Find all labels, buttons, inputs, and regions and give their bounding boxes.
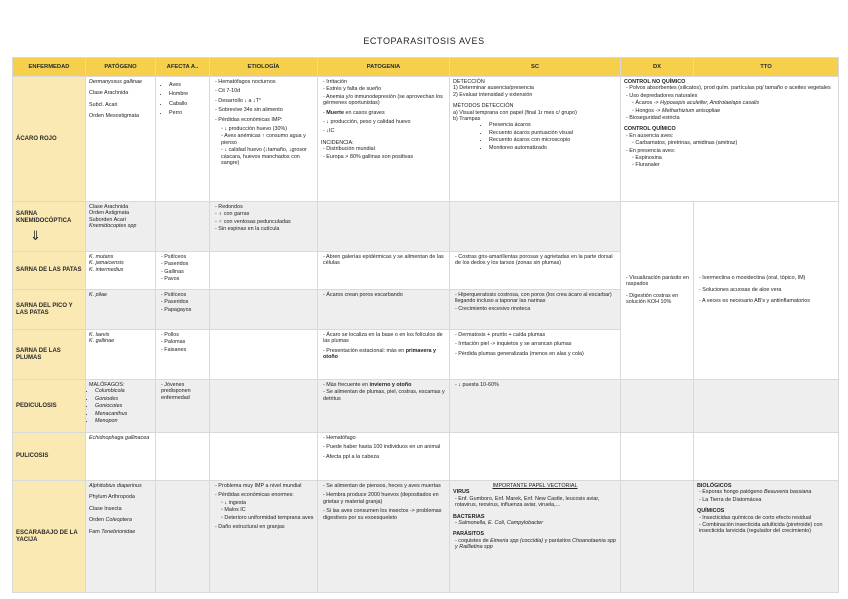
patogenia-cell: [318, 380, 450, 433]
tto-cell: [694, 380, 839, 433]
sc-list: [453, 254, 617, 267]
header-patogenia: PATOGENIA: [318, 58, 450, 77]
section-label: CONTROL QUÍMICO: [624, 126, 676, 133]
section-label: CONTROL NO QUÍMICO: [624, 79, 686, 85]
list-item: ◦ Aves anémicas ↑ consumo agua y pienso: [221, 133, 314, 146]
bacterias-list: [453, 520, 617, 526]
dx-list: [624, 275, 690, 306]
list-item: - Pérdidas económicas IMP:: [215, 117, 314, 123]
cq-sublist: [624, 140, 835, 146]
tto-cell: [621, 77, 839, 202]
taxon-line: Clase Insecta: [89, 505, 122, 512]
species-name: Echidnophaga gallinacea: [89, 435, 150, 441]
list-item: - Pollos: [161, 332, 206, 338]
patogeno-cell: [86, 481, 156, 593]
tto-cell: [694, 481, 839, 593]
list-item: - Distribución mundial: [323, 146, 446, 152]
list-item: • Caballo: [169, 101, 206, 107]
virus-list: [453, 496, 617, 509]
patogeno-cell: [86, 330, 156, 380]
tto-cell: [694, 433, 839, 481]
row-acaro-rojo: [13, 77, 839, 202]
list-item: - Jóvenes predisponen enfermedad: [161, 382, 206, 401]
text: y parásitos: [543, 537, 573, 544]
list-item: - ♂ con ventosas pedunculadas: [215, 219, 314, 225]
list-item: [632, 108, 835, 114]
patogeno-cell: [86, 252, 156, 290]
list-item: • Recuento ácaros puntuación visual: [489, 130, 617, 136]
list-item: - Pérdida plumas generalizada (menos en alas y cola): [455, 351, 617, 357]
list-item: ◦ Espinosina: [632, 155, 835, 161]
page-title: ECTOPARASITOSIS AVES: [363, 36, 485, 46]
bio-list: [697, 489, 835, 503]
list-item: • Columbicola: [95, 388, 152, 394]
list-item: • Menopon: [95, 418, 152, 424]
list-item: - Redondos: [215, 204, 314, 210]
row-sarna-knemidocoptica: [13, 202, 839, 252]
taxon-line: Clase Arachnida: [89, 204, 129, 210]
taxon-line: [89, 529, 152, 535]
list-item: - Afecta ppl a la cabeza: [323, 454, 446, 460]
species-name: K. pilae: [89, 292, 107, 298]
sc-list: [453, 332, 617, 357]
list-item: - Sobrevive 34s sin alimento: [215, 107, 314, 113]
afecta-cell: [156, 380, 210, 433]
list-item: - En presencia aves:: [626, 148, 835, 154]
row-pediculosis: [13, 380, 839, 433]
dx-cell: [621, 433, 694, 481]
list-item: - Papagayos: [161, 307, 206, 313]
etiologia-cell: [210, 330, 318, 380]
disease-name: ESCARABAJO DE LA YACIJA: [13, 481, 86, 593]
list-item: • Goniocotes: [95, 403, 152, 409]
patogeno-cell: [86, 380, 156, 433]
patogenia-cell: [318, 252, 450, 290]
list-item: - Psitíceos: [161, 254, 206, 260]
list-item: - Daño estructural en granjas: [215, 524, 314, 530]
list-item: - Uso depredadores naturales: [626, 93, 835, 99]
list-item: - Estrés y falta de sueño: [323, 86, 446, 92]
tto-sarna-cell: [694, 202, 839, 380]
list-item: • Goniodes: [95, 396, 152, 402]
afecta-cell: [156, 252, 210, 290]
species-name: Choanotaenia spp y Raillietina spp: [455, 537, 616, 551]
disease-name: PULICOSIS: [13, 433, 86, 481]
etiologia-cell: [210, 380, 318, 433]
emphasis-text: primavera y otoño: [323, 347, 436, 361]
section-label: IMPORTANTE PAPEL VECTORIAL: [492, 483, 578, 489]
sc-cell: [450, 380, 621, 433]
species-name: Metharhizium anisopliae: [661, 107, 721, 114]
text: coquistes de: [458, 537, 491, 544]
afecta-cell: [156, 481, 210, 593]
arrow-down-icon: ⇓: [30, 227, 41, 243]
list-item: - Anemia y/o inmunodepresión (se aprovechan los gérmenes oportunistas): [323, 94, 446, 107]
list-item: - ↓IC: [323, 128, 446, 134]
disease-name: SARNA DE LAS PLUMAS: [13, 330, 86, 380]
text: Más frecuente en: [326, 382, 370, 388]
list-item: - Cit 7-10d: [215, 88, 314, 94]
parasitosis-table: [12, 57, 839, 593]
etiologia-list: [213, 79, 314, 123]
patogeno-cell: [86, 77, 156, 202]
taxon-line: MALÓFAGOS:: [89, 382, 125, 388]
cq-list: [624, 133, 835, 139]
header-row: [13, 58, 839, 77]
section-label: DETECCIÓN: [453, 79, 485, 85]
list-item: - Ivermectina o moxidectina (oral, tópico, IM): [699, 275, 835, 281]
afecta-cell: [156, 433, 210, 481]
list-item: • Monitoreo automatizado: [489, 145, 617, 151]
disease-name: SARNA KNEMIDOCÓPTICA: [16, 210, 72, 224]
patogenia-list: [321, 254, 446, 267]
list-item: - ♀ con garras: [215, 211, 314, 217]
list-item: - Visualización parásito en raspados: [626, 275, 690, 288]
list-item: - Si las aves consumen los insectos -> problemas digestivos por su exoesqueleto: [323, 508, 446, 521]
list-item: ◦ Fluranaler: [632, 162, 835, 168]
host-list: [159, 292, 206, 313]
text-line: 1) Determinar ausencia/presencia: [453, 85, 534, 92]
list-item: ◦ Malos IC: [221, 507, 314, 513]
incidencia-list: [321, 146, 446, 160]
patogenia-list: [321, 382, 446, 402]
list-item: - Se alimentan de plumas, piel, costras, escamas y detritus: [323, 389, 446, 402]
afecta-cell: [156, 202, 210, 252]
afecta-cell: [156, 290, 210, 330]
list-item: ◦ ↓ ingesta: [221, 500, 314, 506]
section-label: MÉTODOS DETECCIÓN: [453, 103, 514, 110]
cnq-sublist: [624, 100, 835, 114]
list-item: • Aves: [169, 82, 206, 88]
list-item: - Ácaros crean poros escarbando: [323, 292, 446, 298]
header-afecta: AFECTA A..: [156, 58, 210, 77]
disease-name-cell: [13, 202, 86, 252]
cnq-list-2: [624, 115, 835, 121]
list-item: - Desarrollo ↓ a ↓T°: [215, 98, 314, 104]
patogenia-cell: [318, 290, 450, 330]
list-item: - Crecimiento excesivo rinoteca: [455, 306, 617, 312]
sc-list: [453, 292, 617, 312]
species-name: Hypoaspis aculeifer, Androlaelaps casalis: [660, 100, 760, 107]
patogenia-list: [321, 483, 446, 521]
list-item: - Hembra produce 2000 huevos (depositados en grietas y material granja): [323, 492, 446, 505]
dx-cell: [621, 481, 694, 593]
list-item: - Dermatosis + prurito + caída plumas: [455, 332, 617, 338]
etiologia-cell: [210, 481, 318, 593]
sc-cell: [450, 202, 621, 252]
text: Orden: [89, 517, 106, 524]
host-list: [159, 382, 206, 401]
taxon-line: Subcl. Acari: [89, 101, 118, 108]
list-item: [455, 538, 617, 551]
list-item: ◦ Deterioro uniformidad temprana aves: [221, 515, 314, 521]
list-item: • Perro: [169, 110, 206, 116]
list-item: - Soluciones acuosas de aloe vera: [699, 287, 835, 293]
cnq-list: [624, 85, 835, 99]
list-item: - Polvos absorbentes (silicatos), prod quím. partículas pq/ tamaño o aceites vegetales: [626, 85, 835, 91]
list-item: [323, 382, 446, 388]
list-item: - Hematófagos nocturnos: [215, 79, 314, 85]
row-pulicosis: [13, 433, 839, 481]
text-line: a) Visual temprana con papel (final 1r mes c/ grupo): [453, 109, 577, 116]
list-item: - ↓ producción, peso y calidad huevo: [323, 119, 446, 125]
species-name: Beauveria bassiana: [764, 489, 812, 496]
cq-list-2: [624, 148, 835, 154]
list-item: [323, 110, 446, 116]
header-sc: SC: [450, 58, 621, 77]
patogenia-list: [321, 332, 446, 361]
list-item: - Psitíceos: [161, 292, 206, 298]
tto-list: [697, 275, 835, 304]
text: en casos graves: [343, 109, 385, 116]
trampas-list: [453, 122, 617, 151]
patogenia-cell: [318, 330, 450, 380]
species-name: K. mutans: [89, 254, 114, 260]
list-item: - Abren galerías epidérmicas y se alimentan de las células: [323, 254, 446, 267]
taxon-line: Orden Mesostigmata: [89, 113, 140, 120]
section-label: QUÍMICOS: [697, 508, 725, 515]
taxon-line: Clase Arachnida: [89, 90, 129, 97]
species-name: Dermanyssus gallinae: [89, 79, 143, 85]
list-item: - Pavos: [161, 276, 206, 282]
sc-cell: [450, 433, 621, 481]
etiologia-sublist: [213, 126, 314, 166]
list-item: - Combinación insecticida adulticida (piretroide) con insecticida larvicida (regulador del crecimiento): [699, 522, 835, 535]
sc-cell: [450, 481, 621, 593]
disease-name: SARNA DE LAS PATAS: [13, 252, 86, 290]
list-item: - Digestión costras en solución KOH 10%: [626, 293, 690, 306]
header-patogeno: PATÓGENO: [86, 58, 156, 77]
afecta-cell: [156, 330, 210, 380]
list-item: • Recuento ácaros con microscopio: [489, 137, 617, 143]
header-etiologia: ETIOLOGÍA: [210, 58, 318, 77]
list-item: - Irritación piel -> inquietos y se arrancan plumas: [455, 341, 617, 347]
malofagos-list: [89, 388, 152, 424]
etiologia-cell: [210, 202, 318, 252]
list-item: - En ausencia aves:: [626, 133, 835, 139]
emphasis-text: Muerte: [326, 109, 344, 116]
disease-name: SARNA DEL PICO Y LAS PATAS: [13, 290, 86, 330]
list-item: - Insecticidas químicos de corto efecto residual: [699, 515, 835, 521]
list-item: - Pérdidas económicas enormes:: [215, 492, 314, 498]
text: Presentación estacional: más en: [326, 347, 406, 354]
list-item: - Bioseguridad estricta: [626, 115, 835, 121]
list-item: - Gallinas: [161, 269, 206, 275]
section-label: BACTERIAS: [453, 513, 485, 520]
list-item: - Enf. Gumboro, Enf. Marek, Enf. New Castle, leucosis aviar, rotavirus, reovirus, influenza aviar, viruela,...: [455, 496, 617, 509]
list-item: - Paseridos: [161, 261, 206, 267]
list-item: - Salmonella, E. Coli, Campylobacter: [455, 520, 617, 526]
taxon-line: [89, 517, 152, 523]
etiologia-cell: [210, 290, 318, 330]
list-item: ◦ ↓ calidad huevo (↓tamaño, ↓grosor cáscara, huevos manchados con sangre): [221, 147, 314, 166]
list-item: - Hematófago: [323, 435, 446, 441]
host-list: [159, 332, 206, 353]
text-line: b) Trampas: [453, 116, 481, 123]
taxon-name: Tenebrionidae: [101, 528, 136, 535]
patogenia-list: [321, 435, 446, 460]
list-item: - Costras gris-amarillentas porosas y agrietadas en la parte dorsal de los dedos y los tarsos (zonas sin plumas): [455, 254, 617, 267]
patogenia-cell: [318, 202, 450, 252]
disease-name: ÁCARO ROJO: [13, 77, 86, 202]
list-item: [323, 348, 446, 361]
etiologia-cell: [210, 252, 318, 290]
dx-sarna-cell: [621, 202, 694, 380]
patogenia-cell: [318, 481, 450, 593]
text: Fam: [89, 528, 102, 535]
text-line: 2) Evaluar intensidad y extensión: [453, 91, 533, 98]
cq-sublist-2: [624, 155, 835, 169]
sc-cell: [450, 290, 621, 330]
species-name: K. jamaicensis: [89, 260, 124, 267]
list-item: - A veces es necesario AB's y antiinflamatorios: [699, 298, 835, 304]
row-escarabajo: [13, 481, 839, 593]
list-item: - Ácaro se localiza en la base o en los folículos de las plumas: [323, 332, 446, 345]
dx-cell: [621, 380, 694, 433]
text: Ácaros ->: [635, 100, 661, 107]
list-item: - Palomas: [161, 339, 206, 345]
patogenia-list: [321, 292, 446, 298]
species-name: Eimeria spp (coccidia): [490, 537, 544, 544]
etiologia-list: [213, 204, 314, 233]
quim-list: [697, 515, 835, 535]
text: Hongos ->: [635, 107, 662, 114]
sc-cell: [450, 330, 621, 380]
list-item: - Hiperqueratosis costrosa, con poros (los crea ácaro al escarbar) llegando incluso a taponar las narinas: [455, 292, 617, 305]
etiologia-list: [213, 483, 314, 499]
section-label: VIRUS: [453, 489, 470, 496]
header-tto: TTO: [694, 58, 839, 77]
species-name: K. intermedius: [89, 266, 124, 273]
list-item: - Europa > 80% gallinas son positivas: [323, 154, 446, 160]
list-item: - Puede haber hasta 100 individuos en un animal: [323, 444, 446, 450]
list-item: • Menacanthus: [95, 411, 152, 417]
patogeno-cell: [86, 290, 156, 330]
emphasis-text: invierno y otoño: [369, 382, 412, 388]
species-name: K. laevis: [89, 332, 110, 338]
patogenia-cell: [318, 433, 450, 481]
species-name: Alphitobius diaperinus: [89, 483, 142, 489]
list-item: - Sin espinas en la cutícula: [215, 226, 314, 232]
list-item: - Faisanes: [161, 347, 206, 353]
etiologia-list-2: [213, 524, 314, 530]
list-item: - Se alimentan de piensos, heces y aves muertas: [323, 483, 446, 489]
taxon-line: Phylum Arthropoda: [89, 494, 135, 501]
host-list: [159, 254, 206, 283]
list-item: [632, 100, 835, 106]
list-item: ◦ Carbamatos, piretrinas, amidinas (amitraz): [632, 140, 835, 146]
list-item: • Hombre: [169, 91, 206, 97]
etiologia-cell: [210, 77, 318, 202]
list-item: - Problema muy IMP a nivel mundial: [215, 483, 314, 489]
species-name: K. gallinae: [89, 338, 115, 345]
host-list: [159, 82, 206, 117]
patogenia-cell: [318, 77, 450, 202]
afecta-cell: [156, 77, 210, 202]
parasitos-list: [453, 538, 617, 551]
list-item: - ↓ puesta 10-60%: [455, 382, 617, 388]
disease-name: PEDICULOSIS: [13, 380, 86, 433]
list-item: [699, 489, 835, 495]
list-item: - Irritación: [323, 79, 446, 85]
section-label: BIOLÓGICOS: [697, 483, 732, 489]
header-dx: DX: [621, 58, 694, 77]
list-item: • Presencia ácaros: [489, 122, 617, 128]
etiologia-sublist: [213, 500, 314, 521]
list-item: - Paseridos: [161, 299, 206, 305]
sc-cell: [450, 252, 621, 290]
taxon-line: Orden Astigmata: [89, 210, 130, 217]
patogeno-cell: [86, 433, 156, 481]
section-label: PARÁSITOS: [453, 531, 484, 538]
patogenia-list: [321, 79, 446, 135]
header-enfermedad: ENFERMEDAD: [13, 58, 86, 77]
text: Esporas hongo patógeno: [702, 489, 765, 496]
species-name: Knemidocoptes spp: [89, 223, 137, 230]
patogeno-cell: [86, 202, 156, 252]
sc-list: [453, 382, 617, 388]
list-item: - La Tierra de Diatomácea: [699, 497, 835, 503]
list-item: ◦ ↓ producción huevo (30%): [221, 126, 314, 132]
etiologia-cell: [210, 433, 318, 481]
sc-cell: [450, 77, 621, 202]
taxon-name: Coleoptera: [105, 517, 132, 524]
incidencia-label: INCIDENCIA:: [321, 139, 354, 146]
taxon-line: Suborden Acari: [89, 216, 126, 223]
